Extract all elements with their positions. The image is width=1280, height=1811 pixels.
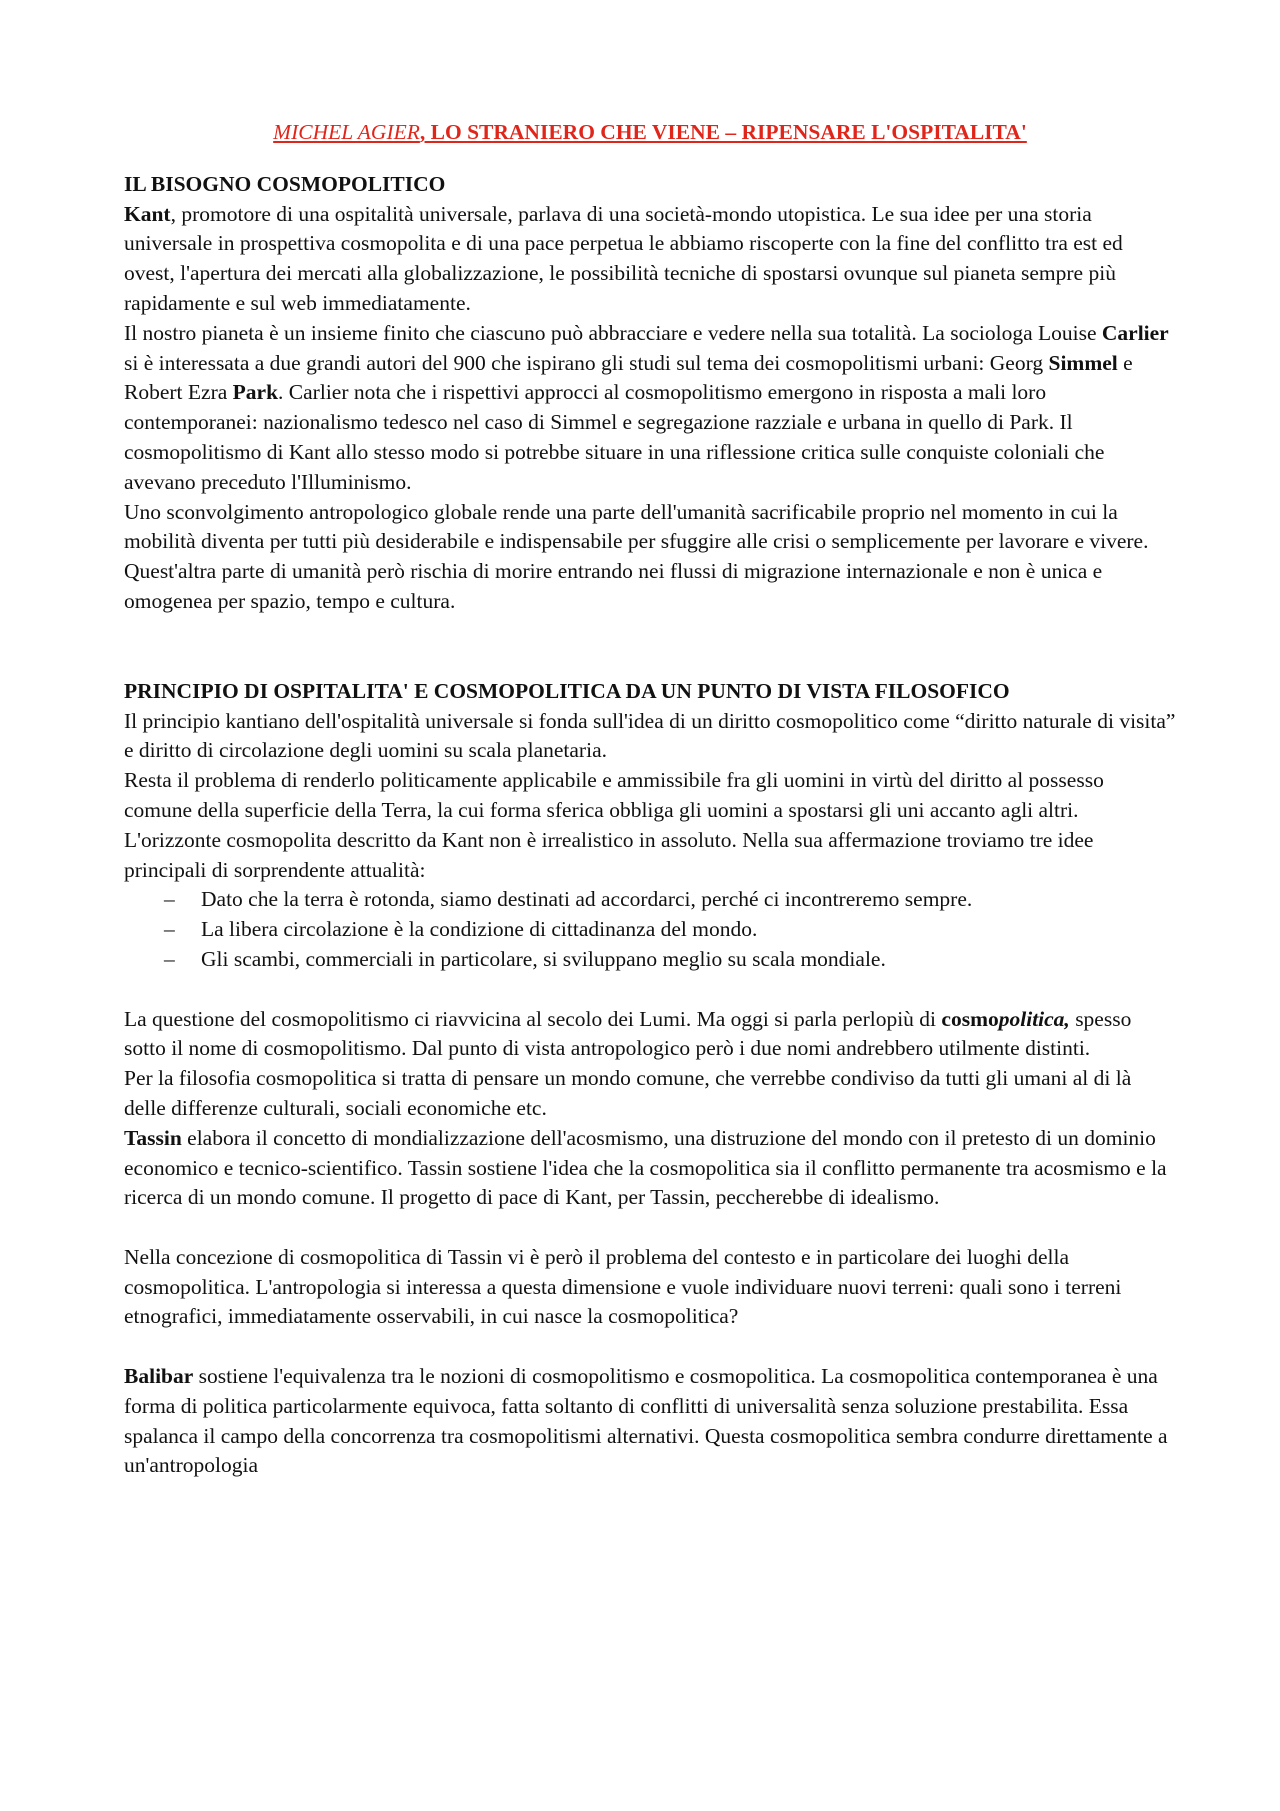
paragraph: L'orizzonte cosmopolita descritto da Kant non è irrealistico in assoluto. Nella sua affermazione troviamo tre idee principali di sorprendente attualità: <box>124 827 1094 882</box>
paragraph: Per la filosofia cosmopolitica si tratta di pensare un mondo comune, che verrebbe condiviso da tutti gli umani al di là delle differenze culturali, sociali economiche etc. <box>124 1066 1132 1120</box>
document-page <box>124 118 1176 1481</box>
title-author: MICHEL AGIER <box>273 120 420 144</box>
spacer <box>124 975 1176 1005</box>
paragraph: Resta il problema di renderlo politicamente applicabile e ammissibile fra gli uomini in virtù del diritto al possesso comune della superficie della Terra, la cui forma sferica obbliga gli uomini a spostarsi gli uni accanto agli altri. <box>124 768 1104 822</box>
section-heading-principio: PRINCIPIO DI OSPITALITA' E COSMOPOLITICA DA UN PUNTO DI VISTA FILOSOFICO <box>124 678 1010 703</box>
section-heading-bisogno: IL BISOGNO COSMOPOLITICO <box>124 171 446 196</box>
paragraph: Il nostro pianeta è un insieme finito che ciascuno può abbracciare e vedere nella sua totalità. La sociologa Louise Carlier si è interessata a due grandi autori del 900 che ispirano gli studi sul tema dei cosmopolitismi urbani: Georg Simmel e Robert Ezra Park. Carlier nota che i rispettivi approcci al cosmopolitismo emergono in risposta a mali loro contemporanei: nazionalismo tedesco nel caso di Simmel e segregazione razziale e urbana in quello di Park. Il cosmopolitismo di Kant allo stesso modo si potrebbe situare in una riflessione critica sulle conquiste coloniali che avevano preceduto l'Illuminismo. <box>124 320 1169 494</box>
paragraph: Uno sconvolgimento antropologico globale rende una parte dell'umanità sacrificabile proprio nel momento in cui la mobilità diventa per tutti più desiderabile e indispensabile per sfuggire alle crisi o semplicemente per lavorare e vivere. Quest'altra parte di umanità però rischia di morire entrando nei flussi di migrazione internazionale e non è unica e omogenea per spazio, tempo e cultura. <box>124 499 1149 613</box>
spacer <box>124 1332 1176 1362</box>
ideas-list <box>124 885 1176 974</box>
paragraph: Tassin elabora il concetto di mondializzazione dell'acosmismo, una distruzione del mondo con il pretesto di un dominio economico e tecnico-scientifico. Tassin sostiene l'idea che la cosmopolitica sia il conflitto permanente tra acosmismo e la ricerca di un mondo comune. Il progetto di pace di Kant, per Tassin, peccherebbe di idealismo. <box>124 1125 1167 1210</box>
document-title <box>124 118 1176 148</box>
spacer <box>124 617 1176 677</box>
list-item: – Dato che la terra è rotonda, siamo destinati ad accordarci, perché ci incontreremo sempre. <box>124 885 1176 915</box>
title-rest: , LO STRANIERO CHE VIENE – RIPENSARE L'OSPITALITA' <box>419 120 1027 144</box>
paragraph: La questione del cosmopolitismo ci riavvicina al secolo dei Lumi. Ma oggi si parla perlopiù di cosmopolitica, spesso sotto il nome di cosmopolitismo. Dal punto di vista antropologico però i due nomi andrebbero utilmente distinti. <box>124 1006 1132 1061</box>
paragraph: Il principio kantiano dell'ospitalità universale si fonda sull'idea di un diritto cosmopolitico come “diritto naturale di visita” e diritto di circolazione degli uomini su scala planetaria. <box>124 708 1176 763</box>
paragraph: Balibar sostiene l'equivalenza tra le nozioni di cosmopolitismo e cosmopolitica. La cosmopolitica contemporanea è una forma di politica particolarmente equivoca, fatta soltanto di conflitti di universalità senza soluzione prestabilita. Essa spalanca il campo della concorrenza tra cosmopolitismi alternativi. Questa cosmopolitica sembra condurre direttamente a un'antropologia <box>124 1364 1168 1478</box>
paragraph: Nella concezione di cosmopolitica di Tassin vi è però il problema del contesto e in particolare dei luoghi della cosmopolitica. L'antropologia si interessa a questa dimensione e vuole individuare nuovi terreni: quali sono i terreni etnografici, immediatamente osservabili, in cui nasce la cosmopolitica? <box>124 1244 1122 1329</box>
list-item: – Gli scambi, commerciali in particolare, si sviluppano meglio su scala mondiale. <box>124 945 1176 975</box>
spacer <box>124 1213 1176 1243</box>
list-item: – La libera circolazione è la condizione di cittadinanza del mondo. <box>124 915 1176 945</box>
paragraph: Kant, promotore di una ospitalità universale, parlava di una società-mondo utopistica. Le sua idee per una storia universale in prospettiva cosmopolita e di una pace perpetua le abbiamo riscoperte con la fine del conflitto tra est ed ovest, l'apertura dei mercati alla globalizzazione, le possibilità tecniche di spostarsi ovunque sul pianeta sempre più rapidamente e sul web immediatamente. <box>124 201 1123 315</box>
